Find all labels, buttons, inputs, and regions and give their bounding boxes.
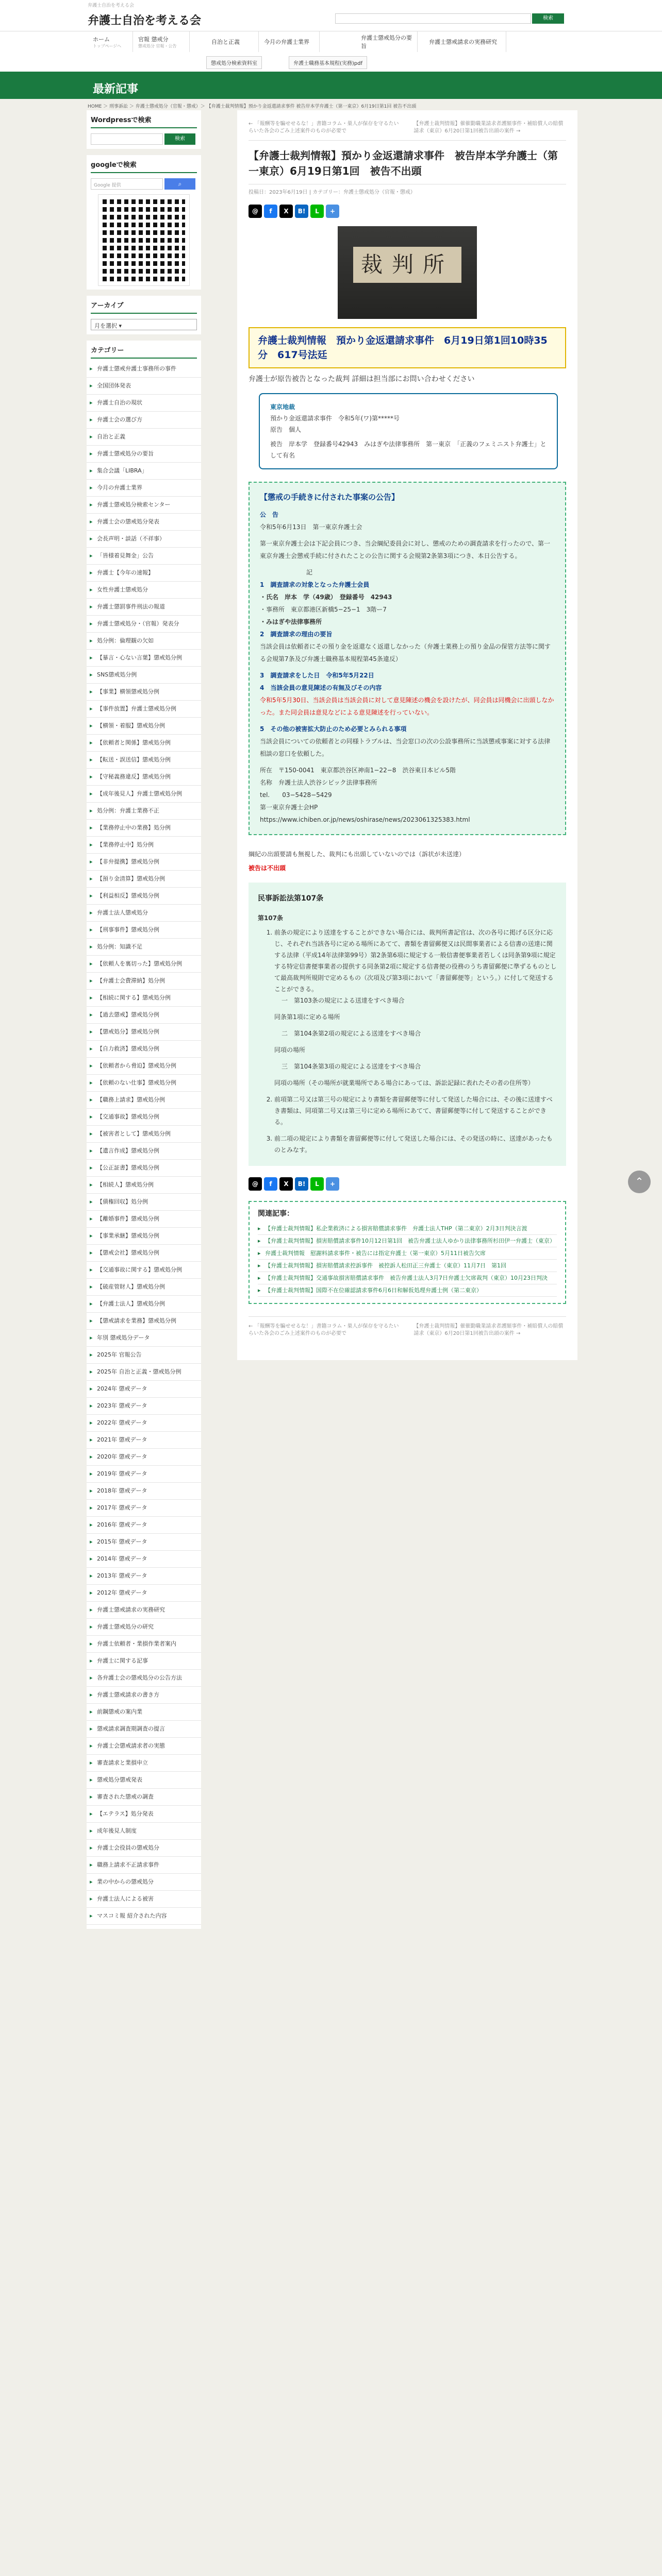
- notice-tel: tel. 03−5428−5429: [260, 791, 332, 799]
- search-button[interactable]: 検索: [532, 13, 564, 24]
- law-box: [249, 883, 566, 1166]
- category-link[interactable]: ▸ 【懲戒会社】懲戒処分例: [87, 1245, 201, 1262]
- category-link[interactable]: ▸ 各弁護士会の懲戒処分の公告方法: [87, 1670, 201, 1687]
- share-buttons-bottom: [249, 1177, 566, 1191]
- law-title: 民事訴訟法第107条: [258, 894, 324, 903]
- law-item: 一 第103条の規定による送達をすべき場合: [282, 997, 405, 1004]
- notice-opinion: 令和5年5月30日、当該会員は当該会員に対して意見陳述の機会を設けたが、同会員は同機会に出頭しなかった。また同会員は意見などによる意見陳述を行っていない。: [260, 697, 554, 716]
- notice-prevent: 当該会員についての依頼者との同様トラブルは、当会窓口の次の公設事務所に当該懲戒事案に対する法律相談の窓口を依頼した。: [260, 738, 551, 757]
- category-link[interactable]: ▸ 弁護士懲戒処分の要旨: [87, 446, 201, 463]
- law-item: 三 第104条第3項の規定による送達をすべき場合: [282, 1063, 421, 1070]
- category-link[interactable]: ▸ 業の中からの懲戒処分: [87, 1874, 201, 1891]
- related-link[interactable]: ▸ 【弁護士裁判情報】国際不在位確認請求事件6月6日和解仮処理弁護士例（第二東京）: [258, 1284, 557, 1297]
- wp-search-widget: [87, 110, 201, 149]
- category-link[interactable]: ▸ 2012年 懲戒データ: [87, 1585, 201, 1602]
- category-link[interactable]: ▸ 【横領・着服】懲戒処分例: [87, 718, 201, 735]
- category-link[interactable]: ▸ 【相続に関する】懲戒処分例: [87, 990, 201, 1007]
- nav-home[interactable]: [88, 31, 133, 52]
- category-link[interactable]: ▸ 【自力救済】懲戒処分例: [87, 1041, 201, 1058]
- nav-kitei-pdf[interactable]: 弁護士職務基本規程(実務)pdf: [289, 56, 367, 69]
- category-link[interactable]: ▸ 弁護士懲戒請求の実務研究: [87, 1602, 201, 1619]
- category-link[interactable]: ▸ 女性弁護士懲戒処分: [87, 582, 201, 599]
- x-share-icon[interactable]: X: [279, 1177, 293, 1191]
- notice-name: 名称 弁護士法人渋谷シビック法律事務所: [260, 779, 377, 786]
- facebook-share-icon[interactable]: f: [264, 1177, 277, 1191]
- line-share-icon[interactable]: L: [310, 1177, 324, 1191]
- x-share-icon[interactable]: X: [279, 205, 293, 218]
- category-link[interactable]: ▸ 全国団体発表: [87, 378, 201, 395]
- nav-kanpo[interactable]: [133, 31, 190, 52]
- category-link[interactable]: ▸ 【依頼者と関係】懲戒処分例: [87, 735, 201, 752]
- related-link[interactable]: ▸ 【弁護士裁判情報】私企業救済による損害賠償請求事件 弁護士法人THP（第二東京）2月3日判決言渡: [258, 1223, 557, 1235]
- law-item: 同条第1項に定める場所: [274, 1013, 340, 1021]
- category-link[interactable]: ▸ 【公正証書】懲戒処分例: [87, 1160, 201, 1177]
- category-link[interactable]: ▸ 年別 懲戒処分データ: [87, 1330, 201, 1347]
- category-link[interactable]: ▸ 2016年 懲戒データ: [87, 1517, 201, 1534]
- facebook-share-icon[interactable]: f: [264, 205, 277, 218]
- category-link[interactable]: ▸ 弁護士懲戒処分の研究: [87, 1619, 201, 1636]
- page-banner: 最新記事: [0, 73, 662, 99]
- archive-select-label: 月を選択: [94, 323, 117, 329]
- court-name: 東京地裁: [270, 403, 295, 411]
- notice-url-link[interactable]: https://www.ichiben.or.jp/news/oshirase/news/2023061325383.html: [260, 816, 470, 823]
- related-link[interactable]: ▸ 【弁護士裁判情報】損害賠償請求控訴事件 被控訴人松田正三弁護士（東京）11月7日 第1回: [258, 1260, 557, 1272]
- case-name: 預かり金返還請求事件 令和5年(ワ)第*****号: [270, 415, 400, 422]
- category-link[interactable]: ▸ 2022年 懲戒データ: [87, 1415, 201, 1432]
- widget-title: googleで検索: [91, 159, 197, 173]
- category-link[interactable]: ▸ 弁護士法人懲戒処分: [87, 905, 201, 922]
- header-search: [335, 13, 564, 24]
- category-link[interactable]: ▸ 2021年 懲戒データ: [87, 1432, 201, 1449]
- google-search-input[interactable]: Google 提供: [91, 178, 163, 190]
- hatena-share-icon[interactable]: B!: [295, 205, 308, 218]
- law-para-2: 2. 前項第二号又は第三号の規定により書類を書留郵便等に付して発送した場合には、その後に送達すべき書類は、同項第二号又は第三号に定める場所にあてて、書留郵便等に付して発送することができる。: [274, 1094, 557, 1128]
- notice-addr: 所在 〒150-0041 東京都渋谷区神南1−22−8 渋谷東日本ビル5階: [260, 767, 456, 774]
- law-para-3: 3. 前二項の規定により書類を書留郵便等に付して発送した場合には、その発送の時に、送達があったものとみなす。: [274, 1133, 557, 1156]
- court-photo: [338, 226, 477, 319]
- category-link[interactable]: ▸ SNS懲戒処分例: [87, 667, 201, 684]
- category-link[interactable]: ▸ 【弁護士法人】懲戒処分例: [87, 1296, 201, 1313]
- tagline: 弁護士自治を考える会: [0, 0, 662, 8]
- notice-heading: 【懲戒の手続きに付された事案の公告】: [260, 493, 400, 502]
- law-item: 二 第104条第2項の規定による送達をすべき場合: [282, 1030, 421, 1037]
- notice-h1: 1 調査請求の対象となった弁護士会員: [260, 581, 370, 588]
- threads-share-icon[interactable]: @: [249, 205, 262, 218]
- category-link[interactable]: ▸ 2019年 懲戒データ: [87, 1466, 201, 1483]
- category-link[interactable]: ▸ 2023年 懲戒データ: [87, 1398, 201, 1415]
- law-para-1: [274, 927, 557, 1089]
- category-link[interactable]: ▸ 懲戒請求調査期調査の提言: [87, 1721, 201, 1738]
- category-link[interactable]: ▸ 【事件放置】弁護士懲戒処分例: [87, 701, 201, 718]
- main-article: [237, 110, 577, 1360]
- category-link[interactable]: ▸ 弁護士会の選び方: [87, 412, 201, 429]
- category-link[interactable]: ▸ 弁護士会の懲戒処分発表: [87, 514, 201, 531]
- category-link[interactable]: ▸ 処分例：知識不足: [87, 939, 201, 956]
- category-link[interactable]: ▸ 弁護士依頼者・業損作業者案内: [87, 1636, 201, 1653]
- category-link[interactable]: ▸ 【非弁提携】懲戒処分例: [87, 854, 201, 871]
- category-link[interactable]: ▸ 2018年 懲戒データ: [87, 1483, 201, 1500]
- defendant: 被告 岸本学 登録番号42943 みはぎや法律事務所 第一東京 「正義のフェミニスト弁護士」として有名: [270, 440, 547, 459]
- share-buttons: [249, 205, 566, 218]
- category-link[interactable]: ▸ 会長声明・談話（不祥事）: [87, 531, 201, 548]
- notice-h2: 2 調査請求の理由の要旨: [260, 631, 333, 638]
- category-link[interactable]: ▸ 【過去懲戒】懲戒処分例: [87, 1007, 201, 1024]
- category-link[interactable]: ▸ 【刑事事件】懲戒処分例: [87, 922, 201, 939]
- prev-post-link[interactable]: ← 「報酬等を騙せせるな！」書籍コラム・巣人が保存を守るたいらいた各会のごみ上述案件のものが必要で: [249, 1324, 399, 1336]
- category-link[interactable]: ▸ 【交通事故に関する】懲戒処分例: [87, 1262, 201, 1279]
- category-link[interactable]: ▸ 【破産管財人】懲戒処分例: [87, 1279, 201, 1296]
- wp-search-button[interactable]: 検索: [164, 133, 195, 145]
- category-link[interactable]: ▸ 弁護士懲戒処分・（官報）発表分: [87, 616, 201, 633]
- category-link[interactable]: ▸ 2025年 官報公告: [87, 1347, 201, 1364]
- category-link[interactable]: ▸ 【預り金清算】懲戒処分例: [87, 871, 201, 888]
- category-link[interactable]: ▸ 【債権回収】処分例: [87, 1194, 201, 1211]
- nav-sublabel: トップページへ: [93, 43, 122, 48]
- global-nav: [0, 31, 662, 73]
- next-post-link[interactable]: 【弁護士裁判情報】催催勤職業請求者護額事件・補賠償人の賠償請求（東京）6月20日第1回被告出頭の案件 →: [413, 1324, 564, 1336]
- category-link[interactable]: ▸ 【弁護士会費滞納】処分例: [87, 973, 201, 990]
- nav-kenkyu[interactable]: 弁護士懲戒請求の実務研究: [424, 31, 506, 52]
- category-link[interactable]: ▸ 【暴言・心ない言葉】懲戒処分例: [87, 650, 201, 667]
- category-link[interactable]: ▸ 【職務上請求】懲戒処分例: [87, 1092, 201, 1109]
- category-link[interactable]: ▸ 【依頼人を裏切った】懲戒処分例: [87, 956, 201, 973]
- category-link[interactable]: ▸ 処分例：倫理観の欠如: [87, 633, 201, 650]
- category-link[interactable]: ▸ 【事業承継】懲戒処分例: [87, 1228, 201, 1245]
- category-link[interactable]: ▸ 【離婚事件】懲戒処分例: [87, 1211, 201, 1228]
- notice-intro: 第一東京弁護士会は下記会員につき、当会綱紀委員会に対し、懲戒のための調査請求を行ったので、第一東京弁護士会懲戒手続に付されたことの公告に関する会規第2条第3項につき、本日公告する。: [260, 540, 551, 560]
- category-link[interactable]: ▸ 【利益相反】懲戒処分例: [87, 888, 201, 905]
- category-link[interactable]: ▸ 【相続人】懲戒処分例: [87, 1177, 201, 1194]
- category-list: [87, 361, 201, 1925]
- public-notice-box: [249, 482, 566, 835]
- notice-h4: 4 当該会員の意見陳述の有無及びその内容: [260, 684, 382, 691]
- chevron-down-icon: ▾: [119, 323, 122, 329]
- category-link[interactable]: ▸ 【懲戒請求を業務】懲戒処分例: [87, 1313, 201, 1330]
- category-link[interactable]: ▸ 2014年 懲戒データ: [87, 1551, 201, 1568]
- next-post-link[interactable]: 【弁護士裁判情報】催催勤職業請求者護額事件・補賠償人の賠償請求（東京）6月20日第1回被告出頭の案件 →: [413, 121, 564, 134]
- law-article: 第107条: [258, 914, 284, 922]
- category-link[interactable]: ▸ 【依頼のない仕事】懲戒処分例: [87, 1075, 201, 1092]
- category-link[interactable]: ▸ 成年後見人制度: [87, 1823, 201, 1840]
- breadcrumb: HOME ＞ 刑事訴訟 ＞ 弁護士懲戒処分（官報・懲戒）＞ 【弁護士裁判情報】預かり金返還請求事件 被告岸本学弁護士（第一東京）6月19日第1回 被告不出頭: [0, 99, 662, 110]
- category-link[interactable]: ▸ 2020年 懲戒データ: [87, 1449, 201, 1466]
- category-link[interactable]: ▸ 前鋼懲戒の案内業: [87, 1704, 201, 1721]
- category-link[interactable]: ▸ 審査請求と業損申立: [87, 1755, 201, 1772]
- widget-title: アーカイブ: [91, 300, 197, 314]
- law-item: 同項の場所: [274, 1046, 306, 1054]
- plaintiff: 原告 個人: [270, 426, 302, 433]
- nav-label: ホーム: [93, 36, 110, 43]
- article-title: 【弁護士裁判情報】預かり金返還請求事件 被告岸本学弁護士（第一東京）6月19日第1回 被告不出頭: [249, 148, 566, 184]
- category-link[interactable]: ▸ 弁護士自治の現状: [87, 395, 201, 412]
- category-link[interactable]: ▸ 自治と正義: [87, 429, 201, 446]
- post-nav: [249, 121, 566, 141]
- site-title[interactable]: 弁護士自治を考える会: [88, 14, 202, 27]
- article-meta: 投稿日：2023年6月19日 | カテゴリー：弁護士懲戒処分（官報・懲戒）: [249, 190, 416, 195]
- related-articles: [249, 1201, 566, 1304]
- category-link[interactable]: ▸ マスコミ報 紹介された内容: [87, 1908, 201, 1925]
- law-para-1-text: 1. 前条の規定により送達をすることができない場合には、裁判所書記官は、次の各号に掲げる区分に応じ、それぞれ当該各号に定める場所にあてて、書類を書留郵便又は民間事業者による信書の送達に関する法律（平成14年法律第99号）第2条第6項に規定する一般信書便事業者若しくは同条第9項に規定する特定信書便事業者の提供する同条第2項に規定する信書便の役務のうち書留郵便に準ずるものとして最高裁判所規則で定めるもの（次項及び第3項において「書留郵便等」という。）に付して発送することができる。: [274, 929, 557, 993]
- line-share-icon[interactable]: L: [310, 205, 324, 218]
- category-link[interactable]: ▸ 懲戒処分懲戒発表: [87, 1772, 201, 1789]
- after-text-2: 被告は不出頭: [249, 865, 286, 872]
- notice-date: 令和5年6月13日 第一東京弁護士会: [260, 523, 362, 531]
- category-link[interactable]: ▸ 2024年 懲戒データ: [87, 1381, 201, 1398]
- category-link[interactable]: ▸ 職務上請求不正請求事件: [87, 1857, 201, 1874]
- notice-member: ・氏名 岸本 学（49歳） 登録番号 42943: [260, 594, 392, 601]
- search-input[interactable]: [335, 13, 531, 24]
- category-link[interactable]: ▸ 【エテラス】処分発表: [87, 1806, 201, 1823]
- category-link[interactable]: ▸ 【依頼者から脅迫】懲戒処分例: [87, 1058, 201, 1075]
- notice-h5: 5 その他の被害拡大防止のため必要とみられる事項: [260, 725, 407, 733]
- after-text-1: 綱紀の出頭要請も無視した、裁判にも出頭していないのでは（訴状が未送達）: [249, 851, 466, 858]
- notice-h3: 3 調査請求をした日 令和5年5月22日: [260, 672, 374, 679]
- category-link[interactable]: ▸ 弁護士懲戒処分検索センター: [87, 497, 201, 514]
- sidebar: [87, 110, 201, 1935]
- category-link[interactable]: ▸ 【業務停止中の業務】処分例: [87, 820, 201, 837]
- category-link[interactable]: ▸ 2015年 懲戒データ: [87, 1534, 201, 1551]
- category-link[interactable]: ▸ 【被害者として】懲戒処分例: [87, 1126, 201, 1143]
- archive-widget: [87, 296, 201, 334]
- category-link[interactable]: ▸ 弁護士懲戒請求の書き方: [87, 1687, 201, 1704]
- notice-office: ・事務所 東京都港区新橋5−25−1 3階ー7: [260, 606, 387, 613]
- parties-box: [259, 393, 558, 469]
- related-list: [258, 1223, 557, 1297]
- category-link[interactable]: ▸ 【事業】横領懲戒処分例: [87, 684, 201, 701]
- google-search-widget: [87, 155, 201, 290]
- more-share-icon[interactable]: +: [326, 1177, 339, 1191]
- category-link[interactable]: ▸ 【転送・誤送信】懲戒処分例: [87, 752, 201, 769]
- related-link[interactable]: ▸ 【弁護士裁判情報】損害賠償請求事件10月12日第1回 被告弁護士法人ゆかり法律事務所杉田伊一弁護士（東京）: [258, 1235, 557, 1247]
- category-link[interactable]: ▸ 弁護士懲戒弁護士事務所の事件: [87, 361, 201, 378]
- prev-post-link[interactable]: ← 「報酬等を騙せせるな！」書籍コラム・巣人が保存を守るたいらいた各会のごみ上述案件のものが必要で: [249, 121, 399, 134]
- nav-label: 官報 懲戒分: [138, 36, 169, 43]
- category-link[interactable]: ▸ 【遺言作成】懲戒処分例: [87, 1143, 201, 1160]
- category-link[interactable]: ▸ 弁護士懲罰事件刑法の報道: [87, 599, 201, 616]
- nav-jichi[interactable]: 自治と正義: [206, 31, 259, 52]
- court-sign: 裁判所: [353, 247, 461, 283]
- notice-hojin: ・みはぎや法律事務所: [260, 618, 322, 625]
- notice-sub: 公 告: [260, 511, 279, 518]
- archive-select[interactable]: [91, 319, 197, 330]
- category-link[interactable]: ▸ 処分例：弁護士業務不正: [87, 803, 201, 820]
- qr-code-image: [98, 195, 189, 285]
- nav-sublabel: 懲戒処分 官報・公告: [138, 43, 177, 48]
- category-link[interactable]: ▸ 2013年 懲戒データ: [87, 1568, 201, 1585]
- law-item: 同項の場所（その場所が就業場所である場合にあっては、訴訟記録に表れたその者の住所等）: [274, 1079, 534, 1087]
- threads-share-icon[interactable]: @: [249, 1177, 262, 1191]
- category-link[interactable]: ▸ 2025年 自治と正義・懲戒処分例: [87, 1364, 201, 1381]
- nav-search-room[interactable]: 懲戒処分検索資料室: [206, 56, 262, 69]
- related-link[interactable]: ▸ 弁護士裁判情報 慰謝料請求事件・被告には指定弁護士（第一東京）5月11日被告欠席: [258, 1247, 557, 1260]
- back-to-top-button[interactable]: ⌃: [628, 1171, 651, 1193]
- notice-ki: 記: [306, 569, 313, 576]
- category-link[interactable]: ▸ 2017年 懲戒データ: [87, 1500, 201, 1517]
- category-widget: [87, 341, 201, 1929]
- google-search-button[interactable]: ⌕: [164, 178, 195, 190]
- category-link[interactable]: ▸ 集合会議「LIBRA」: [87, 463, 201, 480]
- category-link[interactable]: ▸ 【業務停止中】処分例: [87, 837, 201, 854]
- case-highlight: 弁護士裁判情報 預かり金返還請求事件 6月19日第1回10時35分 617号法廷: [249, 327, 566, 368]
- category-link[interactable]: ▸ 弁護士会役員の懲戒処分: [87, 1840, 201, 1857]
- widget-title: カテゴリー: [91, 345, 197, 359]
- site-header: [0, 8, 662, 31]
- related-link[interactable]: ▸ 【弁護士裁判情報】交通事故損害賠償請求事件 被告弁護士法人3月7日弁護士欠席裁判（東京）10月23日判決: [258, 1272, 557, 1284]
- category-link[interactable]: ▸ 【懲戒処分】懲戒処分例: [87, 1024, 201, 1041]
- category-link[interactable]: ▸ 弁護士【今年の速報】: [87, 565, 201, 582]
- more-share-icon[interactable]: +: [326, 205, 339, 218]
- related-title: 関連記事：: [258, 1210, 294, 1218]
- post-nav-bottom: [249, 1316, 566, 1343]
- lead-text: 弁護士が原告被告となった裁判 詳細は担当部にお問い合わせください: [249, 375, 475, 383]
- notice-reason: 当該会員は依頼者にその預り金を返還なく返還しなかった（弁護士業務上の預り金品の保管方法等に関する会規第7条及び弁護士職務基本規程第45条違反）: [260, 643, 551, 663]
- category-link[interactable]: ▸ 【交通事故】懲戒処分例: [87, 1109, 201, 1126]
- category-link[interactable]: ▸ 弁護士に関する記事: [87, 1653, 201, 1670]
- category-link[interactable]: ▸ 【成年後見人】弁護士懲戒処分例: [87, 786, 201, 803]
- category-link[interactable]: ▸ 【守秘義務違反】懲戒処分例: [87, 769, 201, 786]
- hatena-share-icon[interactable]: B!: [295, 1177, 308, 1191]
- category-link[interactable]: ▸ 弁護士会懲戒請求者の実態: [87, 1738, 201, 1755]
- category-link[interactable]: ▸ 審査された懲戒の調査: [87, 1789, 201, 1806]
- widget-title: Wordpressで検索: [91, 114, 197, 128]
- category-link[interactable]: ▸ 弁護士法人による被害: [87, 1891, 201, 1908]
- category-link[interactable]: ▸ 「皆様着見舞金」公告: [87, 548, 201, 565]
- category-link[interactable]: ▸ 今月の弁護士業界: [87, 480, 201, 497]
- nav-gyokai[interactable]: 今月の弁護士業界: [259, 31, 320, 52]
- notice-hp: 第一東京弁護士会HP: [260, 804, 318, 811]
- nav-yoshi[interactable]: 弁護士懲戒処分の要旨: [356, 31, 418, 52]
- wp-search-input[interactable]: [91, 133, 163, 145]
